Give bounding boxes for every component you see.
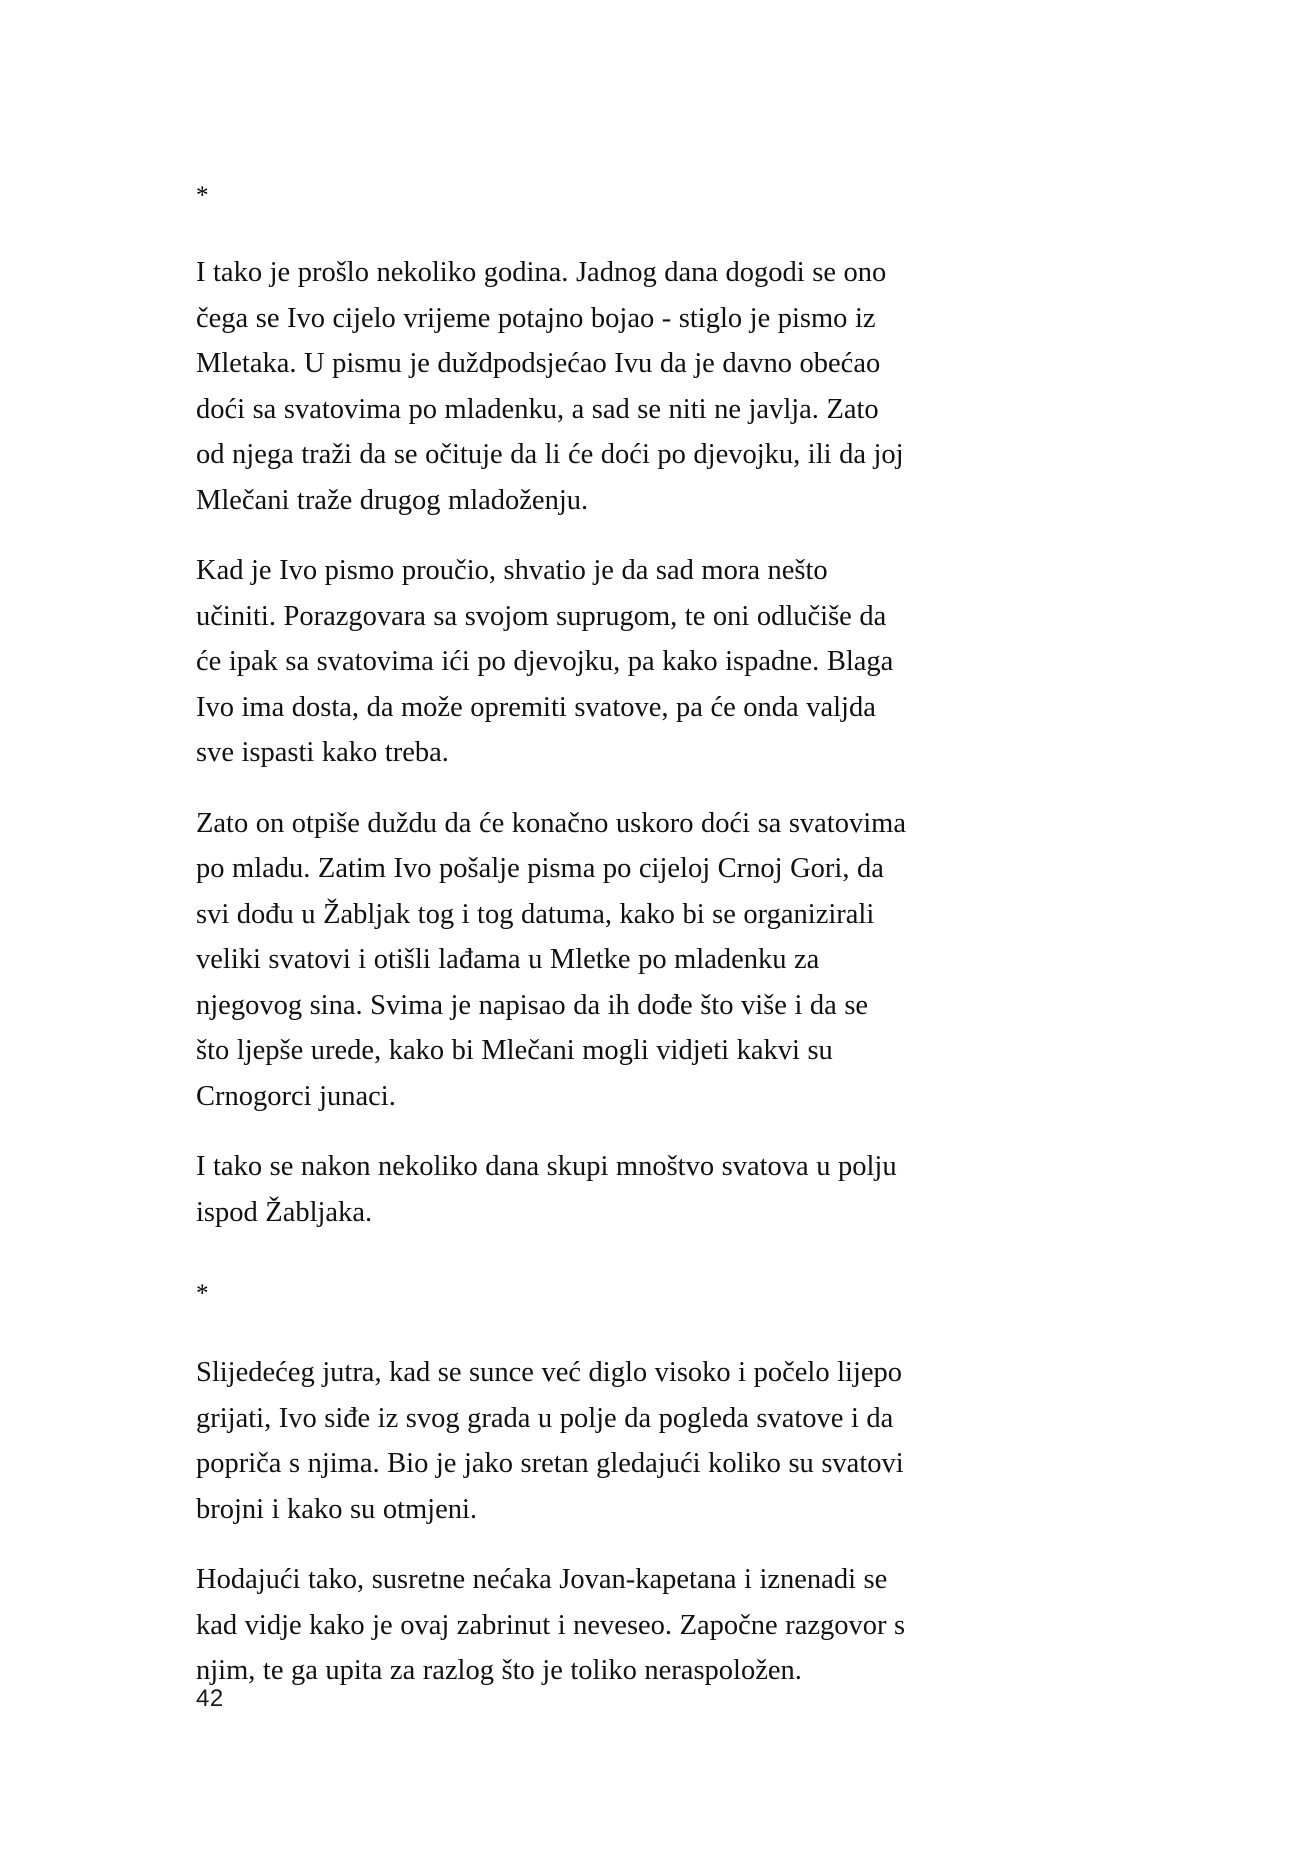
paragraph-5: Slijedećeg jutra, kad se sunce već diglo visoko i počelo lijepo grijati, Ivo siđe iz svog grada u polje da pogleda svatove i da popriča s njima. Bio je jako sretan gledajući koliko su svatovi brojni i kako su otmjeni.: [196, 1357, 904, 1525]
text-column: [196, 183, 908, 1694]
page-number: 42: [196, 1685, 224, 1712]
paragraph-1: I tako je prošlo nekoliko godina. Jadnog dana dogodi se ono čega se Ivo cijelo vrijeme potajno bojao - stiglo je pismo iz Mletaka. U pismu je duždpodsjećao Ivu da je davno obećao doći sa svatovima po mladenku, a sad se niti ne javlja. Zato od njega traži da se očituje da li će doći po djevojku, ili da joj Mlečani traže drugog mladoženju.: [196, 257, 904, 516]
section-divider-asterisk-top: *: [196, 182, 209, 209]
paragraph-2: Kad je Ivo pismo proučio, shvatio je da sad mora nešto učiniti. Porazgovara sa svojom suprugom, te oni odlučiše da će ipak sa svatovima ići po djevojku, pa kako ispadne. Blaga Ivo ima dosta, da može opremiti svatove, pa će onda valjda sve ispasti kako treba.: [196, 555, 894, 768]
paragraph-3: Zato on otpiše duždu da će konačno uskoro doći sa svatovima po mladu. Zatim Ivo pošalje pisma po cijeloj Crnoj Gori, da svi dođu u Žabljak tog i tog datuma, kako bi se organizirali veliki svatovi i otišli lađama u Mletke po mladenku za njegovog sina. Svima je napisao da ih dođe što više i da se što ljepše urede, kako bi Mlečani mogli vidjeti kakvi su Crnogorci junaci.: [196, 807, 906, 1112]
paragraph-6: Hodajući tako, susretne nećaka Jovan-kapetana i iznenadi se kad vidje kako je ovaj zabrinut i neveseo. Započne razgovor s njim, te ga upita za razlog što je toliko neraspoložen.: [196, 1564, 906, 1686]
paragraph-4: I tako se nakon nekoliko dana skupi mnoštvo svatova u polju ispod Žabljaka.: [196, 1151, 897, 1228]
section-divider-asterisk-middle: *: [196, 1280, 209, 1307]
